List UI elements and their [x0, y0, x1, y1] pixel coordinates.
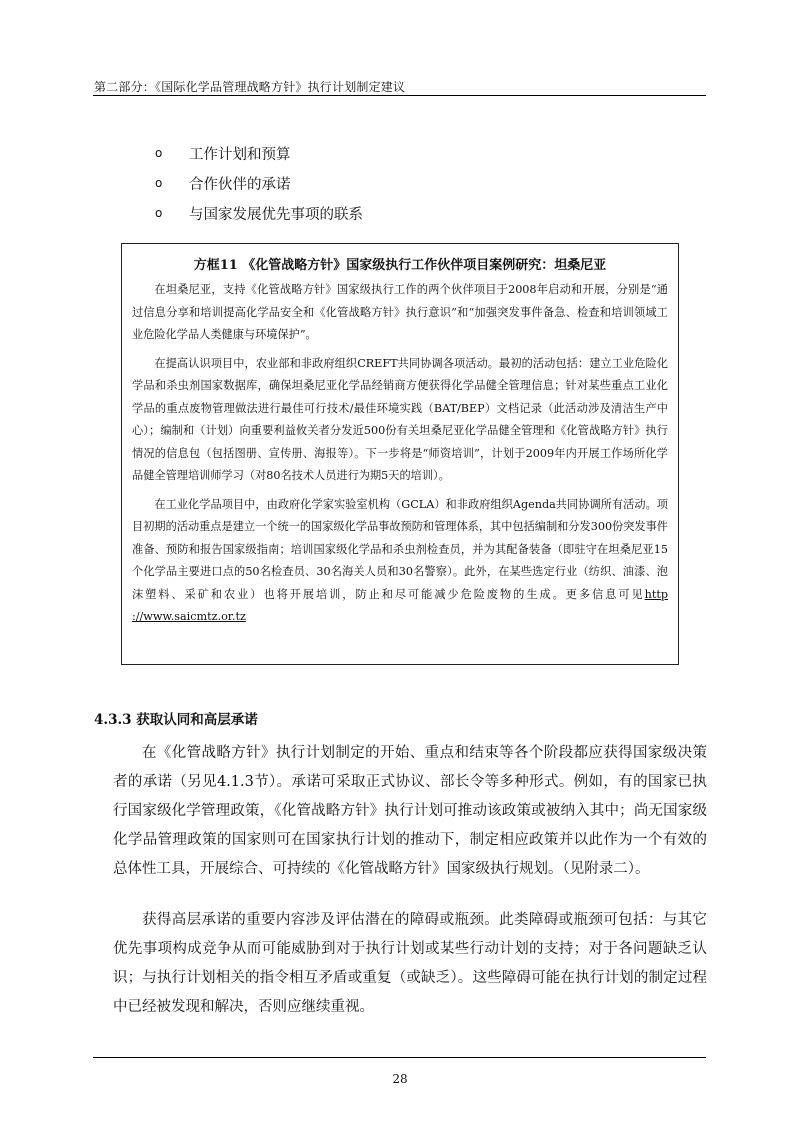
bullet-marker: o	[155, 176, 163, 190]
list-item	[155, 168, 363, 198]
list-item-text: 与国家发展优先事项的联系	[189, 206, 363, 223]
bullet-marker: o	[155, 146, 163, 160]
box-paragraph: 在坦桑尼亚，支持《化管战略方针》国家级执行工作的两个伙伴项目于2008年启动和开展，分别是“通过信息分享和培训提高化学品安全和《化管战略方针》执行意识”和“加强突发事件备急、检查和培训领域工业危险化学品人类健康与环境保护”。	[132, 283, 668, 341]
page-number: 28	[392, 1072, 408, 1086]
section-heading: 4.3.3 获取认同和高层承诺	[94, 712, 258, 728]
list-item	[155, 138, 363, 168]
bullet-marker: o	[155, 206, 163, 220]
running-header: 第二部分：《国际化学品管理战略方针》执行计划制定建议	[94, 80, 406, 94]
list-item-text: 合作伙伴的承诺	[189, 176, 291, 193]
website-link[interactable]: http ://www.saicmtz.or.tz	[132, 587, 668, 623]
box-paragraph-text: 在工业化学品项目中，由政府化学家实验室机构（GCLA）和非政府组织Agenda共同协调所有活动。项目初期的活动重点是建立一个统一的国家级化学品事故预防和管理体系，其中包括编制和分发300份突发事件准备、预防和报告国家级指南；培训国家级化学品和杀虫剂检查员，并为其配备装备（即驻守在坦桑尼亚15个化学品主要进口点的50名检查员、30名海关人员和30名警察）。此外，在某些选定行业（纺织、油漆、泡沫塑料、采矿和农业）也将开展培训，防止和尽可能减少危险废物的生成。更多信息可见	[132, 497, 668, 601]
case-study-box	[121, 243, 679, 665]
box-paragraph: 在提高认识项目中，农业部和非政府组织CREFT共同协调各项活动。最初的活动包括：建立工业危险化学品和杀虫剂国家数据库，确保坦桑尼亚化学品经销商方便获得化学品健全管理信息；针对某些重点工业化学品的重点废物管理做法进行最佳可行技术/最佳环境实践（BAT/BEP）文档记录（此活动涉及清洁生产中心）；编制和（计划）向重要利益攸关者分发近500份有关坦桑尼亚化学品健全管理和《化管战略方针》执行情况的信息包（包括图册、宣传册、海报等）。下一步将是“师资培训”，计划于2009年内开展工作场所化学品健全管理培训师学习（对80名技术人员进行为期5天的培训）。	[132, 356, 668, 482]
header-divider	[93, 95, 706, 96]
box-title: 方框11 《化管战略方针》国家级执行工作伙伴项目案例研究：坦桑尼亚	[193, 258, 607, 273]
body-paragraph: 在《化管战略方针》执行计划制定的开始、重点和结束等各个阶段都应获得国家级决策者的承诺（另见4.1.3节）。承诺可采取正式协议、部长令等多种形式。例如，有的国家已执行国家级化学管理政策，《化管战略方针》执行计划可推动该政策或被纳入其中；尚无国家级化学品管理政策的国家则可在国家执行计划的推动下，制定相应政策并以此作为一个有效的总体性工具，开展综合、可持续的《化管战略方针》国家级执行规划。（见附录二）。	[113, 745, 707, 877]
box-paragraph	[132, 494, 668, 629]
body-paragraph: 获得高层承诺的重要内容涉及评估潜在的障碍或瓶颈。此类障碍或瓶颈可包括：与其它优先事项构成竞争从而可能威胁到对于执行计划或某些行动计划的支持；对于各问题缺乏认识；与执行计划相关的指令相互矛盾或重复（或缺乏）。这些障碍可能在执行计划的制定过程中已经被发现和解决，否则应继续重视。	[113, 912, 707, 1015]
footer-divider	[93, 1057, 706, 1058]
bullet-list	[155, 138, 363, 228]
list-item-text: 工作计划和预算	[189, 146, 291, 163]
list-item	[155, 198, 363, 228]
